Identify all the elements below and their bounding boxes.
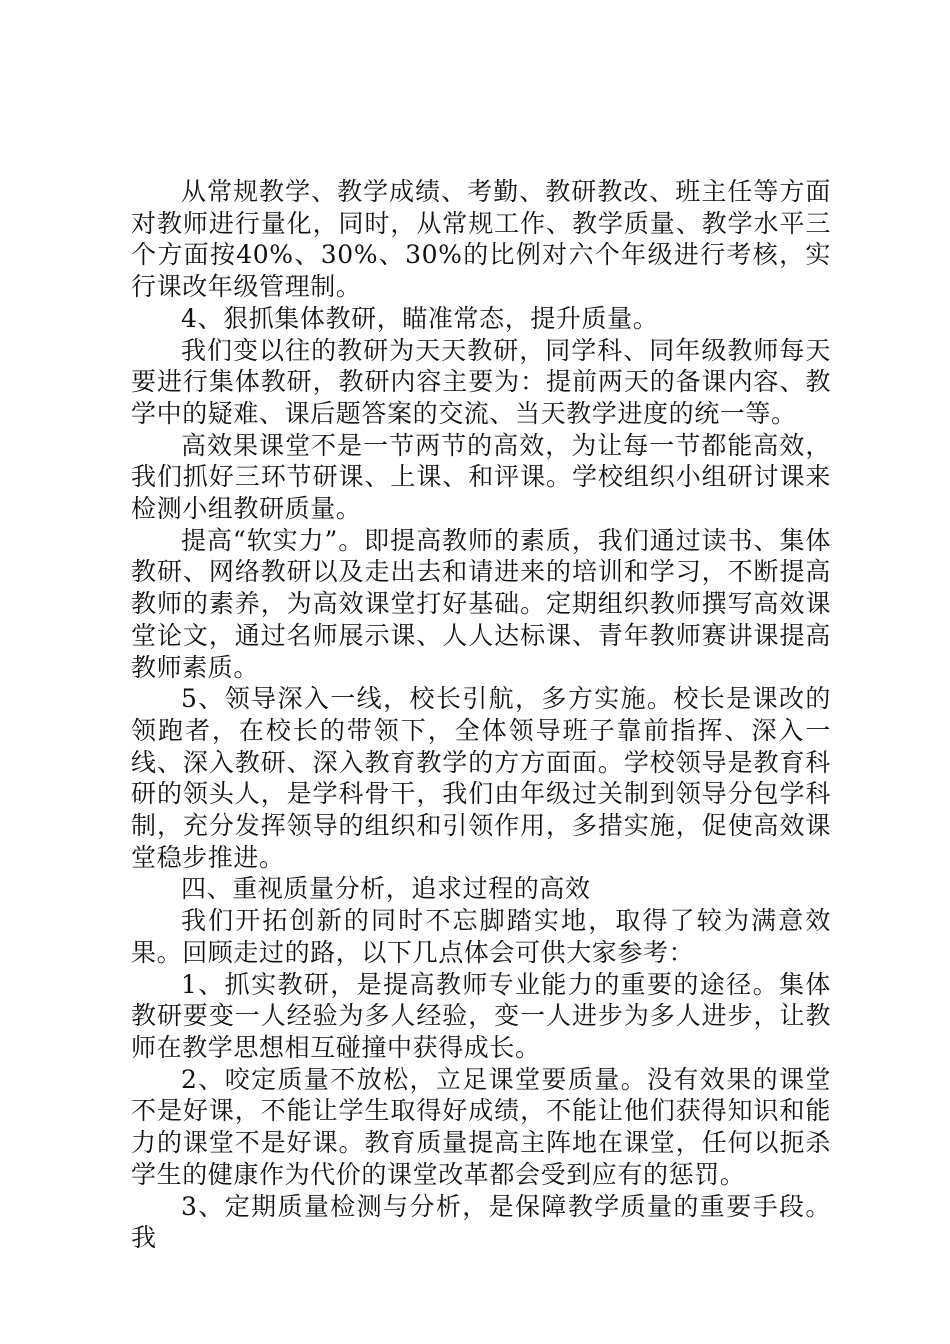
document-body [131,176,831,1254]
paragraph: 1、抓实教研，是提高教师专业能力的重要的途径。集体教研要变一人经验为多人经验，变一人进步为多人进步，让教师在教学思想相互碰撞中获得成长。 [131,969,831,1062]
section-heading: 四、重视质量分析，追求过程的高效 [181,874,591,904]
paragraph: 3、定期质量检测与分析，是保障教学质量的重要手段。我 [131,1191,831,1253]
paragraph: 我们开拓创新的同时不忘脚踏实地，取得了较为满意效果。回顾走过的路，以下几点体会可供大家参考： [131,906,831,967]
paragraph: 从常规教学、教学成绩、考勤、教研教改、班主任等方面对教师进行量化，同时，从常规工作、教学质量、教学水平三个方面按40%、30%、30%的比例对六个年级进行考核，实行课改年级管理制。 [131,177,831,302]
paragraph: 我们变以往的教研为天天教研，同学科、同年级教师每天要进行集体教研，教研内容主要为：提前两天的备课内容、教学中的疑难、课后题答案的交流、当天教学进度的统一等。 [131,335,831,428]
paragraph: 高效果课堂不是一节两节的高效，为让每一节都能高效，我们抓好三环节研课、上课、和评课。学校组织小组研讨课来检测小组教研质量。 [131,430,831,524]
paragraph: 5、领导深入一线，校长引航，多方实施。校长是课改的领跑者，在校长的带领下，全体领导班子靠前指挥、深入一线、深入教研、深入教育教学的方方面面。学校领导是教育科研的领头人，是学科骨干，我们由年级过关制到领导分包学科制，充分发挥领导的组织和引领作用，多措实施，促使高效课堂稳步推进。 [131,684,831,872]
paragraph: 提高“软实力”。即提高教师的素质，我们通过读书、集体教研、网络教研以及走出去和请进来的培训和学习，不断提高教师的素养，为高效课堂打好基础。定期组织教师撰写高效课堂论文，通过名师展示课、人人达标课、青年教师赛讲课提高教师素质。 [131,525,831,682]
paragraph: 4、狠抓集体教研，瞄准常态，提升质量。 [181,303,659,333]
paragraph: 2、咬定质量不放松，立足课堂要质量。没有效果的课堂不是好课，不能让学生取得好成绩，不能让他们获得知识和能力的课堂不是好课。教育质量提高主阵地在课堂，任何以扼杀学生的健康作为代价的课堂改革都会受到应有的惩罚。 [131,1064,831,1189]
